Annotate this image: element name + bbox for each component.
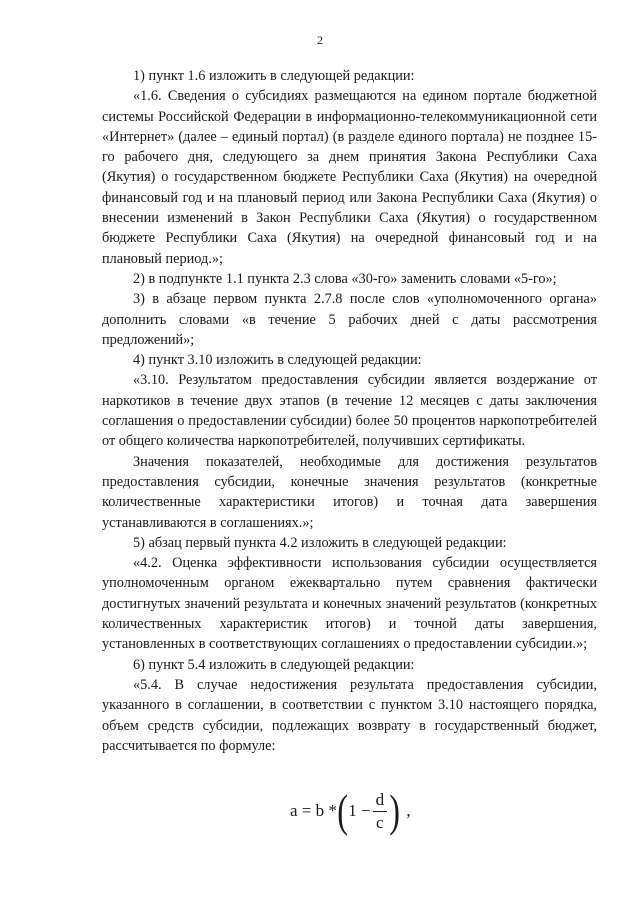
formula-close-paren: ) bbox=[389, 785, 401, 836]
formula-lhs: a = b * bbox=[290, 801, 337, 820]
formula-denominator: c bbox=[376, 812, 384, 832]
page-number: 2 bbox=[317, 33, 323, 47]
paragraph-item-1: 1) пункт 1.6 изложить в следующей редакции: bbox=[133, 68, 415, 84]
paragraph-clause-1-6: «1.6. Сведения о субсидиях размещаются на едином портале бюджетной системы Российской Федерации в информационно-телекоммуникационной сети «Интернет» (далее – единый портал) (в разделе единого портала) не позднее 15-го рабочего дня, следующего за днем принятия Закона Республики Саха (Якутия) о государственном бюджете Республики Саха (Якутия) на очередной финансовый год и на плановый период или Закона Республики Саха (Якутия) о внесении изменений в Закон Республики Саха (Якутия) о государственном бюджете Республики Саха (Якутия) на очередной финансовый год и на плановый период.»; bbox=[102, 88, 597, 267]
paragraph-clause-3-10: «3.10. Результатом предоставления субсидии является воздержание от наркотиков в течение двух этапов (в течение 12 месяцев с даты заключения соглашения о предоставлении субсидии) более 50 процентов наркопотребителей от общего количества наркопотребителей, получивших сертификаты. bbox=[102, 372, 597, 450]
paragraph-item-3: 3) в абзаце первом пункта 2.7.8 после слов «уполномоченного органа» дополнить словами «в течение 5 рабочих дней с даты рассмотрения предложений»; bbox=[102, 291, 597, 348]
formula-one-minus: 1 − bbox=[348, 801, 371, 820]
formula-comma: , bbox=[406, 801, 411, 820]
paragraph-indicators: Значения показателей, необходимые для достижения результатов предоставления субсидии, конечные значения результатов (конкретные количественные характеристики итогов) и точная дата завершения устанавливаются в соглашениях.»; bbox=[102, 453, 597, 531]
document-body bbox=[102, 66, 597, 756]
paragraph-item-4: 4) пункт 3.10 изложить в следующей редакции: bbox=[133, 352, 422, 369]
refund-formula bbox=[290, 776, 411, 846]
paragraph-item-2: 2) в подпункте 1.1 пункта 2.3 слова «30-го» заменить словами «5-го»; bbox=[133, 270, 557, 287]
paragraph-item-6: 6) пункт 5.4 изложить в следующей редакции: bbox=[133, 656, 415, 673]
formula-numerator: d bbox=[373, 789, 388, 812]
paragraph-clause-4-2: «4.2. Оценка эффективности использования субсидии осуществляется уполномоченным органом ежеквартально путем сравнения фактически достигнутых значений результата и конечных значений результатов (конкретных количественных характеристик итогов) и точной даты завершения, установленных в соответствующих соглашениях о предоставлении субсидии.»; bbox=[102, 555, 597, 653]
paragraph-clause-5-4: «5.4. В случае недостижения результата предоставления субсидии, указанного в соглашении, в соответствии с пунктом 3.10 настоящего порядка, объем средств субсидии, подлежащих возврату в государственный бюджет, рассчитывается по формуле: bbox=[102, 676, 597, 754]
formula-fraction bbox=[373, 789, 388, 834]
formula-open-paren: ( bbox=[337, 785, 348, 836]
paragraph-item-5: 5) абзац первый пункта 4.2 изложить в следующей редакции: bbox=[133, 534, 507, 551]
